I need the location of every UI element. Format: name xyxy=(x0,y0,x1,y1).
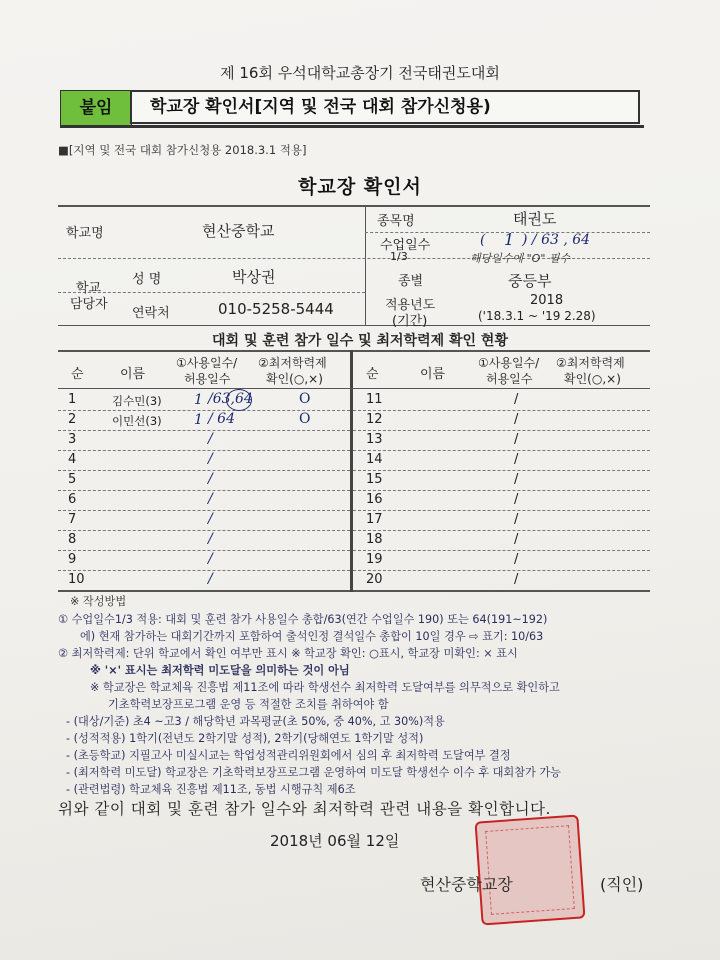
allowed-days: / xyxy=(208,431,213,447)
days-label: 수업일수 xyxy=(380,238,431,253)
row-number: 2 xyxy=(68,412,77,427)
bullet-5: - (관련법령) 학교체육 진흥법 제11조, 동법 시행규칙 제6조 xyxy=(66,783,356,796)
row-divider-left xyxy=(58,490,350,491)
row-number: 4 xyxy=(68,452,77,467)
category-value: 중등부 xyxy=(508,272,552,290)
row-divider-right xyxy=(353,430,650,431)
note-4b: 기초학력보장프로그램 운영 등 적절한 조치를 취하여야 함 xyxy=(108,698,389,711)
days-note: 해당일수에 "O" 필수 xyxy=(470,252,571,265)
row-divider-right xyxy=(353,450,650,451)
allowed-days: / 64 xyxy=(208,411,235,427)
row-divider-left xyxy=(58,570,350,571)
row-divider-right xyxy=(353,530,650,531)
allowed-days: / xyxy=(208,511,213,527)
col-days-left: ①사용일수/ xyxy=(176,356,238,370)
check-mark: O xyxy=(299,391,311,407)
confirm-text: 위와 같이 대회 및 훈련 참가 일수와 최저학력 관련 내용을 확인합니다. xyxy=(58,800,551,818)
year-value: 2018 xyxy=(530,293,564,308)
note-2: ② 최저학력제: 단위 학교에서 확인 여부만 표시 ※ 학교장 확인: ○표시, 학교장 미확인: × 표시 xyxy=(58,647,518,660)
allowed-days: / xyxy=(208,571,213,587)
date-text: 2018년 06월 12일 xyxy=(270,832,400,850)
bullet-3: - (초등학교) 지필고사 미실시교는 학업성적관리위원회에서 심의 후 최저학력 도달여부 결정 xyxy=(66,749,511,762)
row-number: 3 xyxy=(68,432,77,447)
row-number: 16 xyxy=(366,492,383,507)
bullet-1: - (대상/기준) 초4 ~고3 / 해당학년 과목평균(초 50%, 중 40%, 고 30%)적용 xyxy=(66,715,445,728)
year-range: ('18.3.1 ~ '19 2.28) xyxy=(478,309,596,323)
bullet-2: - (성적적용) 1학기(전년도 2학기말 성적), 2학기(당해연도 1학기말 성적) xyxy=(66,732,424,745)
col-check-right-2: 확인(○,×) xyxy=(564,372,621,386)
allowed-days: / xyxy=(514,432,519,447)
manager-label-2: 담당자 xyxy=(70,297,108,312)
row-number: 12 xyxy=(366,412,383,427)
info-divider xyxy=(365,205,366,325)
allowed-days: / xyxy=(514,392,519,407)
official-seal-stamp xyxy=(474,814,585,925)
document-banner: 학교장 확인서[지역 및 전국 대회 참가신청용) xyxy=(130,90,640,124)
row-number: 9 xyxy=(68,552,77,567)
allowed-days: / xyxy=(208,491,213,507)
school-label: 학교명 xyxy=(66,226,104,241)
attend-bottom-border xyxy=(58,590,650,592)
days-value-rest: ) / 63 , 64 xyxy=(522,232,591,248)
note-1a: ① 수업일수1/3 적용: 대회 및 훈련 참가 사용일수 총합/63(연간 수업일수 190) 또는 64(191~192) xyxy=(58,613,548,626)
allowed-days: /63,64 xyxy=(208,391,253,407)
contact-value: 010-5258-5444 xyxy=(218,300,334,318)
allowed-days: / xyxy=(514,512,519,527)
row-number: 11 xyxy=(366,392,383,407)
row-number: 13 xyxy=(366,432,383,447)
info-bottom-border xyxy=(58,325,650,326)
bullet-4: - (최저학력 미도달) 학교장은 기초학력보장프로그램 운영하여 미도달 학생선수 이수 후 대회참가 가능 xyxy=(66,766,561,779)
col-check-left: ②최저학력제 xyxy=(258,356,327,370)
row-divider-right xyxy=(353,470,650,471)
allowed-days: / xyxy=(208,551,213,567)
row-divider-right xyxy=(353,570,650,571)
note-1b: 에) 현재 참가하는 대회기간까지 포함하여 출석인정 결석일수 총합이 10일 경우 ⇨ 표기: 10/63 xyxy=(80,630,544,643)
note-3: ※ '×' 표시는 최저학력 미도달을 의미하는 것이 아님 xyxy=(90,664,350,677)
allowed-days: / xyxy=(514,532,519,547)
col-check-left-2: 확인(○,×) xyxy=(266,372,323,386)
attachment-badge: 붙임 xyxy=(60,90,132,126)
allowed-days: / xyxy=(514,572,519,587)
attend-center-divider xyxy=(350,350,353,592)
name-value: 박상권 xyxy=(232,268,276,286)
section-title: 대회 및 훈련 참가 일수 및 최저학력제 확인 현황 xyxy=(212,333,508,349)
signer-text: 현산중학교장 xyxy=(420,875,513,894)
student-name: 이민선(3) xyxy=(112,414,162,428)
row-divider-left xyxy=(58,530,350,531)
used-days: 1 xyxy=(194,392,203,408)
row-divider-left xyxy=(58,470,350,471)
attend-top-border xyxy=(58,350,650,352)
row-number: 19 xyxy=(366,552,383,567)
note-4a: ※ 학교장은 학교체육 진흥법 제11조에 따라 학생선수 최저학력 도달여부를 의무적으로 확인하고 xyxy=(90,681,560,694)
col-days-left-2: 허용일수 xyxy=(184,372,231,386)
year-label: 적용년도 xyxy=(385,298,436,313)
allowed-days: / xyxy=(208,451,213,467)
info-top-border xyxy=(58,205,650,207)
used-days: 1 xyxy=(194,412,203,428)
col-days-right-2: 허용일수 xyxy=(486,372,533,386)
row-number: 5 xyxy=(68,472,77,487)
allowed-days: / xyxy=(208,531,213,547)
allowed-days: / xyxy=(514,452,519,467)
year-label-2: (기간) xyxy=(392,314,428,329)
event-title: 제 16회 우석대학교총장기 전국태권도대회 xyxy=(220,64,500,82)
school-value: 현산중학교 xyxy=(202,222,275,240)
row-number: 18 xyxy=(366,532,383,547)
contact-label: 연락처 xyxy=(132,306,170,321)
name-label: 성 명 xyxy=(132,272,162,287)
row-divider-left xyxy=(58,430,350,431)
row-number: 8 xyxy=(68,532,77,547)
days-value-number: 1 xyxy=(504,230,515,249)
row-number: 20 xyxy=(366,572,383,587)
row-divider-right xyxy=(353,550,650,551)
applies-note: ■[지역 및 전국 대회 참가신청용 2018.3.1 적용] xyxy=(58,143,307,157)
row-number: 7 xyxy=(68,512,77,527)
banner-shadow-line xyxy=(60,125,644,128)
row-divider-left xyxy=(58,510,350,511)
row-number: 14 xyxy=(366,452,383,467)
row-divider-right xyxy=(353,490,650,491)
notes-heading: ※ 작성방법 xyxy=(70,595,127,608)
row-number: 15 xyxy=(366,472,383,487)
row-divider-left xyxy=(58,450,350,451)
allowed-days: / xyxy=(514,412,519,427)
student-name: 김수민(3) xyxy=(112,394,162,408)
col-name-right: 이름 xyxy=(420,367,446,382)
col-no-left: 순 xyxy=(71,367,84,382)
row-divider-left xyxy=(58,550,350,551)
row-divider-right xyxy=(353,410,650,411)
row-number: 10 xyxy=(68,572,85,587)
row-number: 17 xyxy=(366,512,383,527)
seal-label: (직인) xyxy=(600,875,644,894)
manager-label: 학교 xyxy=(76,281,102,296)
attend-header-divider xyxy=(58,388,650,389)
col-days-right: ①사용일수/ xyxy=(478,356,540,370)
col-check-right: ②최저학력제 xyxy=(556,356,625,370)
days-value-open: ( xyxy=(480,232,486,248)
allowed-days: / xyxy=(514,552,519,567)
allowed-days: / xyxy=(514,472,519,487)
row-number: 6 xyxy=(68,492,77,507)
row-divider-right xyxy=(353,510,650,511)
sport-value: 태권도 xyxy=(513,210,557,228)
allowed-days: / xyxy=(208,471,213,487)
col-name-left: 이름 xyxy=(120,367,146,382)
days-label-fraction: 1/3 xyxy=(390,250,408,263)
allowed-days: / xyxy=(514,492,519,507)
selected-days-circle xyxy=(226,389,252,411)
category-label: 종별 xyxy=(398,274,424,289)
sport-label: 종목명 xyxy=(377,214,415,229)
row-number: 1 xyxy=(68,392,77,407)
check-mark: O xyxy=(299,411,311,427)
col-no-right: 순 xyxy=(366,367,379,382)
document-title: 학교장 확인서 xyxy=(298,176,422,198)
